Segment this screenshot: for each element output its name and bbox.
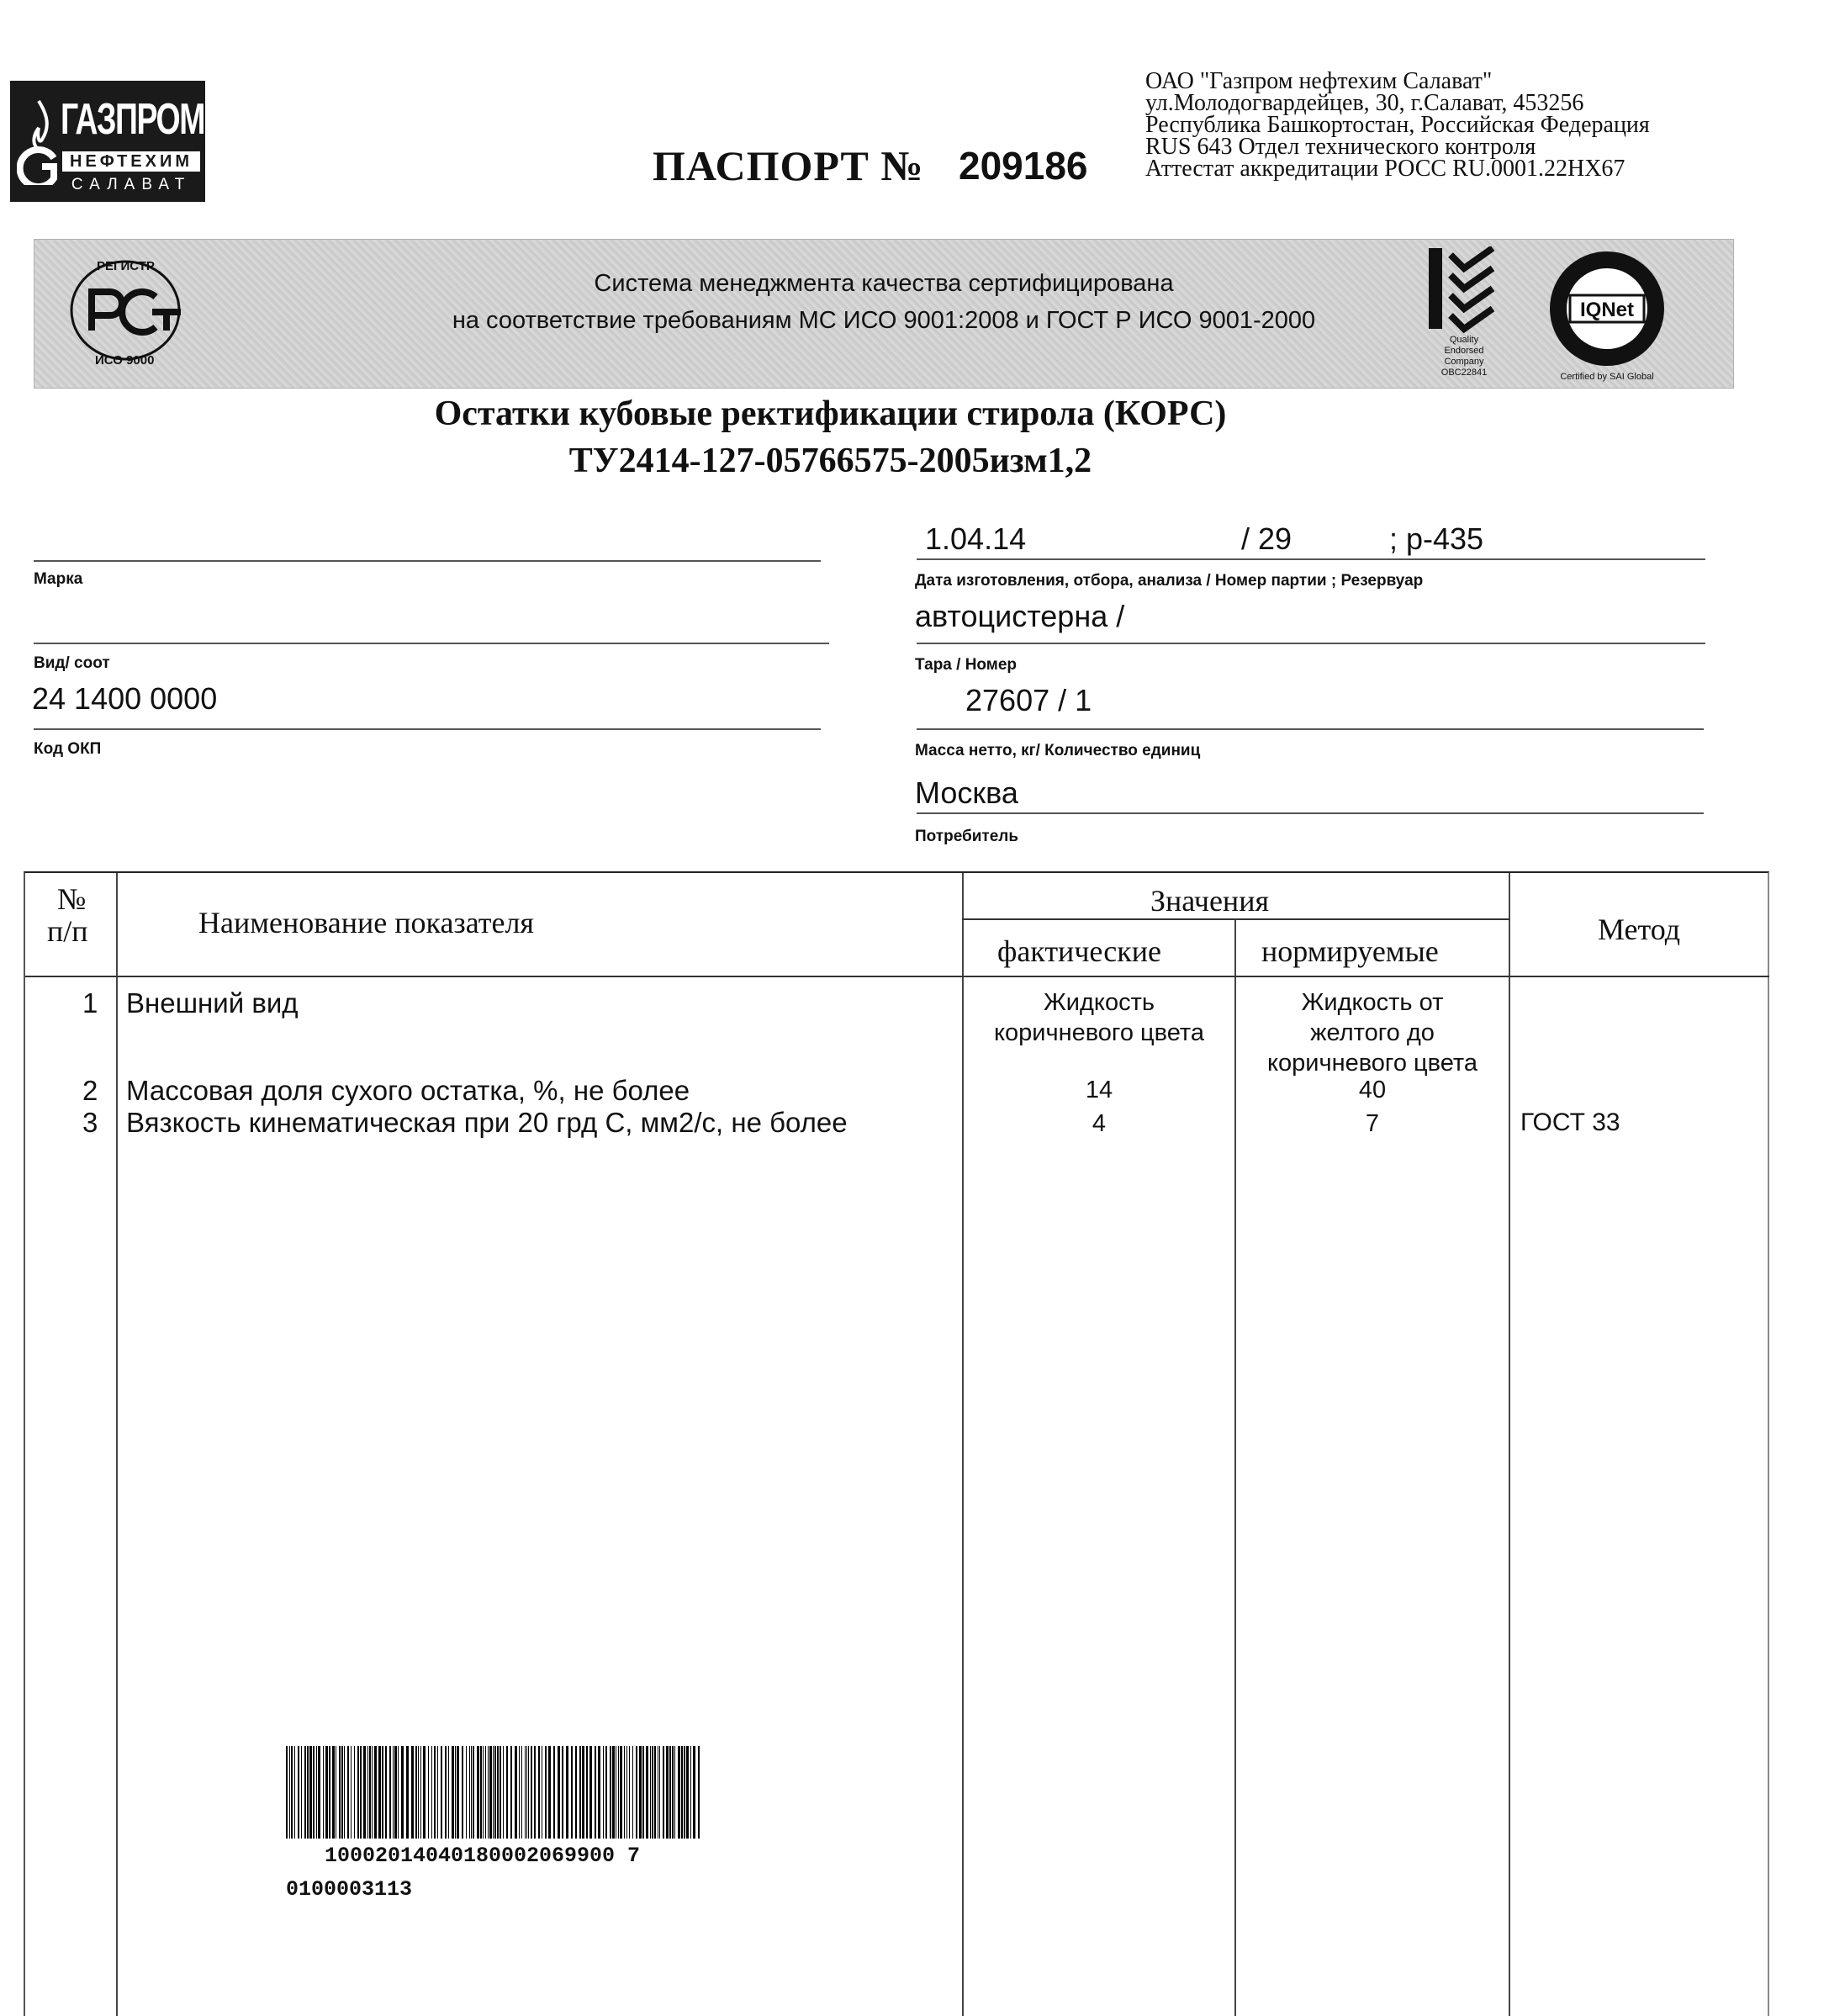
iqnet-caption: Certified by SAI Global: [1560, 372, 1654, 382]
barcode-secondary-number: 0100003113: [286, 1877, 413, 1902]
iqnet-certification-icon: [1523, 245, 1691, 384]
row-2-actual: 14: [1085, 1077, 1113, 1103]
passport-title: ПАСПОРТ №: [653, 142, 924, 189]
iqnet-label: IQNet: [1579, 299, 1635, 321]
rst-bottom-text: ИСО 9000: [95, 353, 155, 368]
okp-rule: [34, 728, 821, 730]
indicators-table: [24, 871, 1769, 2016]
row-2-name: Массовая доля сухого остатка, %, не более: [126, 1075, 690, 1106]
header-actual: фактические: [997, 934, 1162, 968]
org-line: Аттестат аккредитации РОСС RU.0001.22НХ67: [1145, 156, 1625, 182]
org-line: ОАО "Газпром нефтехим Салават": [1145, 68, 1493, 94]
okp-value: 24 1400 0000: [32, 681, 218, 716]
certification-text-line2: на соответствие требованиям МС ИСО 9001:2008 и ГОСТ Р ИСО 9001-2000: [452, 307, 1316, 334]
batch-value: / 29: [1241, 521, 1292, 556]
row-2-normative: 40: [1358, 1077, 1387, 1103]
quality-line: OBC22841: [1440, 368, 1488, 378]
barcode-image: [286, 1746, 703, 1839]
product-name: Остатки кубовые ректификации стирола (КОРС): [434, 394, 1227, 433]
certification-banner: [34, 239, 1734, 389]
rst-top-text: РЕГИСТР: [97, 259, 155, 273]
quality-endorsed-icon: [1427, 246, 1501, 384]
row-1-num: 1: [82, 987, 98, 1019]
barcode-number: 10002014040180002069900 7: [325, 1844, 641, 1868]
row-1-name: Внешний вид: [126, 987, 299, 1019]
row-1-normative: Жидкость от желтого до коричневого цвета: [1267, 989, 1477, 1077]
quality-line: Company: [1444, 357, 1484, 367]
row-3-name: Вязкость кинематическая при 20 грд С, мм2/с, не более: [126, 1107, 848, 1138]
tara-value: автоцистерна /: [915, 599, 1125, 633]
row-3-actual: 4: [1092, 1110, 1107, 1137]
tara-rule: [917, 643, 1705, 644]
header-num: №: [57, 882, 87, 916]
row-1-actual: Жидкость коричневого цвета: [994, 989, 1204, 1046]
row-3-method: ГОСТ 33: [1520, 1109, 1620, 1136]
product-spec: ТУ2414-127-05766575-2005изм1,2: [568, 442, 1092, 480]
header-values: Значения: [1150, 884, 1270, 918]
logo-line2: САЛАВАТ: [71, 176, 192, 193]
logo-brand: ГАЗПРОМ: [61, 95, 204, 144]
consumer-value: Москва: [915, 775, 1018, 810]
org-line: Республика Башкортостан, Российская Федерация: [1145, 112, 1650, 138]
header-num-pp: п/п: [47, 914, 88, 948]
marka-rule: [34, 560, 821, 562]
header-indicator-name: Наименование показателя: [198, 906, 534, 939]
col-divider: [116, 873, 118, 2016]
mass-value: 27607 / 1: [965, 683, 1092, 717]
consumer-label: Потребитель: [915, 828, 1019, 845]
organization-address: [1145, 68, 1650, 182]
date-rule: [917, 558, 1705, 560]
okp-label: Код ОКП: [34, 740, 102, 758]
vid-label: Вид/ соот: [34, 654, 110, 672]
col-divider: [1509, 873, 1510, 2016]
gazprom-logo: [10, 81, 205, 202]
logo-line1: НЕФТЕХИМ: [62, 151, 200, 172]
values-subheader-rule: [962, 918, 1510, 920]
header-bottom-rule: [25, 976, 1769, 977]
row-2-num: 2: [82, 1075, 98, 1106]
org-line: RUS 643 Отдел технического контроля: [1145, 134, 1536, 160]
quality-line: Quality: [1449, 335, 1479, 345]
certification-text-line1: Система менеджмента качества сертифицирована: [594, 270, 1174, 297]
mass-rule: [917, 728, 1704, 730]
consumer-rule: [917, 812, 1704, 814]
tank-value: ; р-435: [1389, 521, 1484, 556]
gazprom-flame-icon: [17, 98, 61, 185]
date-label: Дата изготовления, отбора, анализа / Номер партии ; Резервуар: [915, 572, 1424, 590]
date-value: 1.04.14: [925, 521, 1027, 556]
vid-rule: [34, 643, 829, 644]
mass-label: Масса нетто, кг/ Количество единиц: [915, 742, 1201, 759]
row-3-normative: 7: [1365, 1110, 1380, 1137]
header-method: Метод: [1598, 913, 1681, 946]
org-line: ул.Молодогвардейцев, 30, г.Салават, 453256: [1145, 90, 1584, 116]
tara-label: Тара / Номер: [915, 656, 1018, 674]
marka-label: Марка: [34, 570, 83, 588]
header-normative: нормируемые: [1261, 934, 1439, 968]
row-3-num: 3: [82, 1107, 98, 1138]
quality-line: Endorsed: [1444, 346, 1484, 356]
passport-number: 209186: [959, 144, 1088, 188]
